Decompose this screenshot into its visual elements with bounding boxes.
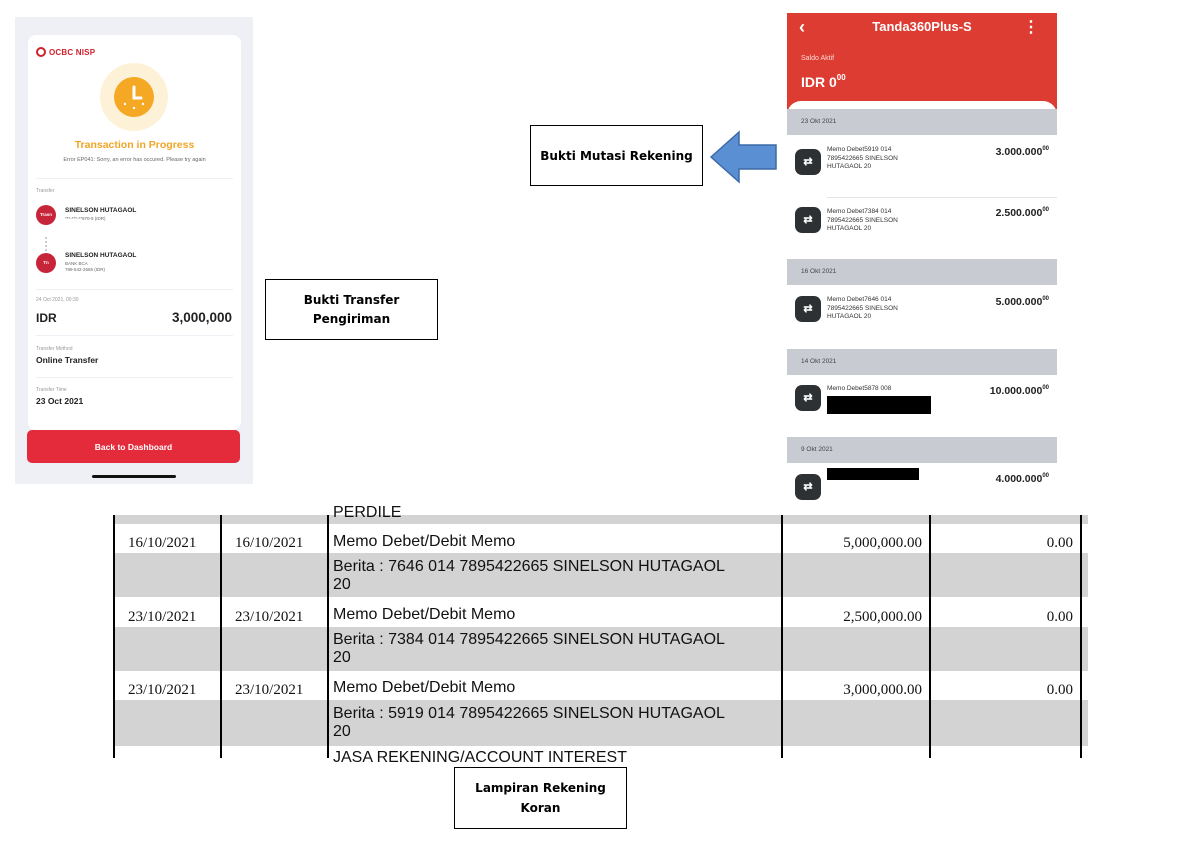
statement-detail-row [113, 553, 1088, 597]
clock-icon [114, 77, 154, 117]
time-value: 23 Oct 2021 [36, 396, 84, 406]
date-band: 23 Okt 2021 [787, 109, 1057, 135]
description: Memo Debet/Debit Memo [333, 533, 516, 550]
date-band: 9 Okt 2021 [787, 437, 1057, 463]
transaction-amount: 3.000.000$^{00}$ [995, 146, 1049, 158]
transfer-proof-line1: Bukti Transfer [303, 292, 400, 307]
berita-text: Berita : 7384 014 7895422665 SINELSON HUTAGAOL 20 [333, 631, 725, 666]
statement-label [454, 767, 627, 829]
method-label: Transfer Method [36, 346, 73, 352]
description: Memo Debet/Debit Memo [333, 606, 516, 623]
account-title: Tanda360Plus-S [872, 19, 972, 34]
chevron-left-icon[interactable]: ‹ [799, 17, 805, 37]
column-rule [113, 515, 115, 758]
status-title: Transaction in Progress [74, 139, 195, 151]
transaction-amount: 2.500.000$^{00}$ [995, 207, 1049, 219]
transaction-memo[interactable]: Memo Debet5919 014 7895422665 SINELSON HUTAGAOL 20 [827, 146, 898, 170]
brand-name: OCBC NISP [49, 47, 96, 57]
home-indicator[interactable] [92, 475, 176, 478]
column-rule [781, 515, 783, 758]
statement-detail-row [113, 627, 1088, 671]
bank-statement-excerpt [113, 504, 1088, 766]
debit-amount: 2,500,000.00 [843, 609, 922, 625]
section-label: Transfer [36, 188, 55, 194]
transfer-proof-label [265, 279, 438, 340]
transaction-amount: 5.000.000$^{00}$ [995, 296, 1049, 308]
posting-date: 23/10/2021 [128, 682, 197, 698]
transaction-memo[interactable]: Memo Debet5878 008 [827, 385, 892, 392]
posting-date: 23/10/2021 [128, 609, 197, 625]
ocbc-logo-icon [36, 47, 46, 57]
redacted-block [827, 396, 931, 414]
transfer-datetime: 24 Oct 2021, 00:30 [36, 297, 79, 303]
kebab-menu-icon[interactable]: ⋮ [1023, 19, 1039, 36]
description: Memo Debet/Debit Memo [333, 679, 516, 696]
sender-account: ***-***-**970-9 (IDR) [65, 216, 106, 221]
receipt-card [28, 35, 241, 430]
transaction-memo[interactable]: Memo Debet7646 014 7895422665 SINELSON HUTAGAOL 20 [827, 296, 898, 320]
berita-text: Berita : 7646 014 7895422665 SINELSON HUTAGAOL 20 [333, 558, 725, 593]
account-header [787, 13, 1057, 113]
column-rule [327, 515, 329, 758]
transaction-amount: 4.000.000$^{00}$ [995, 473, 1049, 485]
mutation-proof-text: Bukti Mutasi Rekening [540, 148, 693, 163]
column-rule [220, 515, 222, 758]
value-date: 16/10/2021 [235, 535, 304, 551]
transfer-proof-line2: Pengiriman [312, 311, 391, 326]
statement-detail-row [113, 700, 1088, 746]
posting-date: 16/10/2021 [128, 535, 197, 551]
transfer-icon: ⇄ [795, 149, 821, 175]
divider [827, 197, 1057, 198]
balance-label: Saldo Aktif [801, 55, 835, 62]
statement-row [113, 601, 1088, 627]
value-date: 23/10/2021 [235, 682, 304, 698]
cut-off-text-top: PERDILE [333, 504, 402, 521]
statement-line1: Lampiran Rekening [475, 781, 606, 795]
recipient-avatar: Tn [36, 253, 56, 273]
amount-value: 3,000,000 [171, 310, 232, 325]
value-date: 23/10/2021 [235, 609, 304, 625]
date-band: 16 Okt 2021 [787, 259, 1057, 285]
sender-avatar: Trasn [36, 205, 56, 225]
arrow-left-icon [709, 130, 779, 184]
recipient-bank: BANK BCA [65, 261, 88, 266]
ocbc-brand [36, 47, 95, 57]
sender-name: SINELSON HUTAGAOL [65, 207, 137, 214]
transaction-memo[interactable]: Memo Debet7384 014 7895422665 SINELSON HUTAGAOL 20 [827, 208, 898, 232]
credit-amount: 0.00 [1046, 609, 1073, 625]
connector-dots [45, 237, 49, 251]
back-to-dashboard-button[interactable]: Back to Dashboard [27, 430, 240, 463]
credit-amount: 0.00 [1046, 682, 1073, 698]
berita-text: Berita : 5919 014 7895422665 SINELSON HUTAGAOL 20 [333, 705, 725, 740]
date-band: 14 Okt 2021 [787, 349, 1057, 375]
transfer-icon: ⇄ [795, 474, 821, 500]
transfer-icon: ⇄ [795, 385, 821, 411]
time-label: Transfer Time [36, 387, 67, 393]
statement-row [113, 674, 1088, 700]
divider [36, 377, 233, 378]
error-message: Error EP041: Sorry, an error has occured. Please try again [63, 157, 206, 163]
column-rule [929, 515, 931, 758]
cut-off-text-bottom: JASA REKENING/ACCOUNT INTEREST [333, 749, 627, 766]
transfer-receipt-screenshot [15, 17, 253, 484]
statement-line2: Koran [520, 801, 561, 815]
credit-amount: 0.00 [1046, 535, 1073, 551]
mutation-proof-label [530, 125, 703, 186]
divider [36, 335, 233, 336]
transfer-icon: ⇄ [795, 207, 821, 233]
redacted-block [827, 468, 919, 480]
recipient-account: 789-542-2665 (IDR) [65, 267, 106, 272]
transfer-icon: ⇄ [795, 296, 821, 322]
balance-value: IDR $0^{00}$ [801, 73, 846, 90]
column-rule [1080, 515, 1082, 758]
recipient-name: SINELSON HUTAGAOL [65, 252, 137, 259]
statement-row [113, 531, 1088, 553]
debit-amount: 5,000,000.00 [843, 535, 922, 551]
divider [36, 289, 233, 290]
method-value: Online Transfer [36, 355, 99, 365]
transaction-amount: 10.000.000$^{00}$ [989, 385, 1049, 397]
divider [36, 178, 233, 179]
debit-amount: 3,000,000.00 [843, 682, 922, 698]
amount-currency: IDR [36, 311, 57, 325]
mutation-screenshot [787, 13, 1057, 493]
